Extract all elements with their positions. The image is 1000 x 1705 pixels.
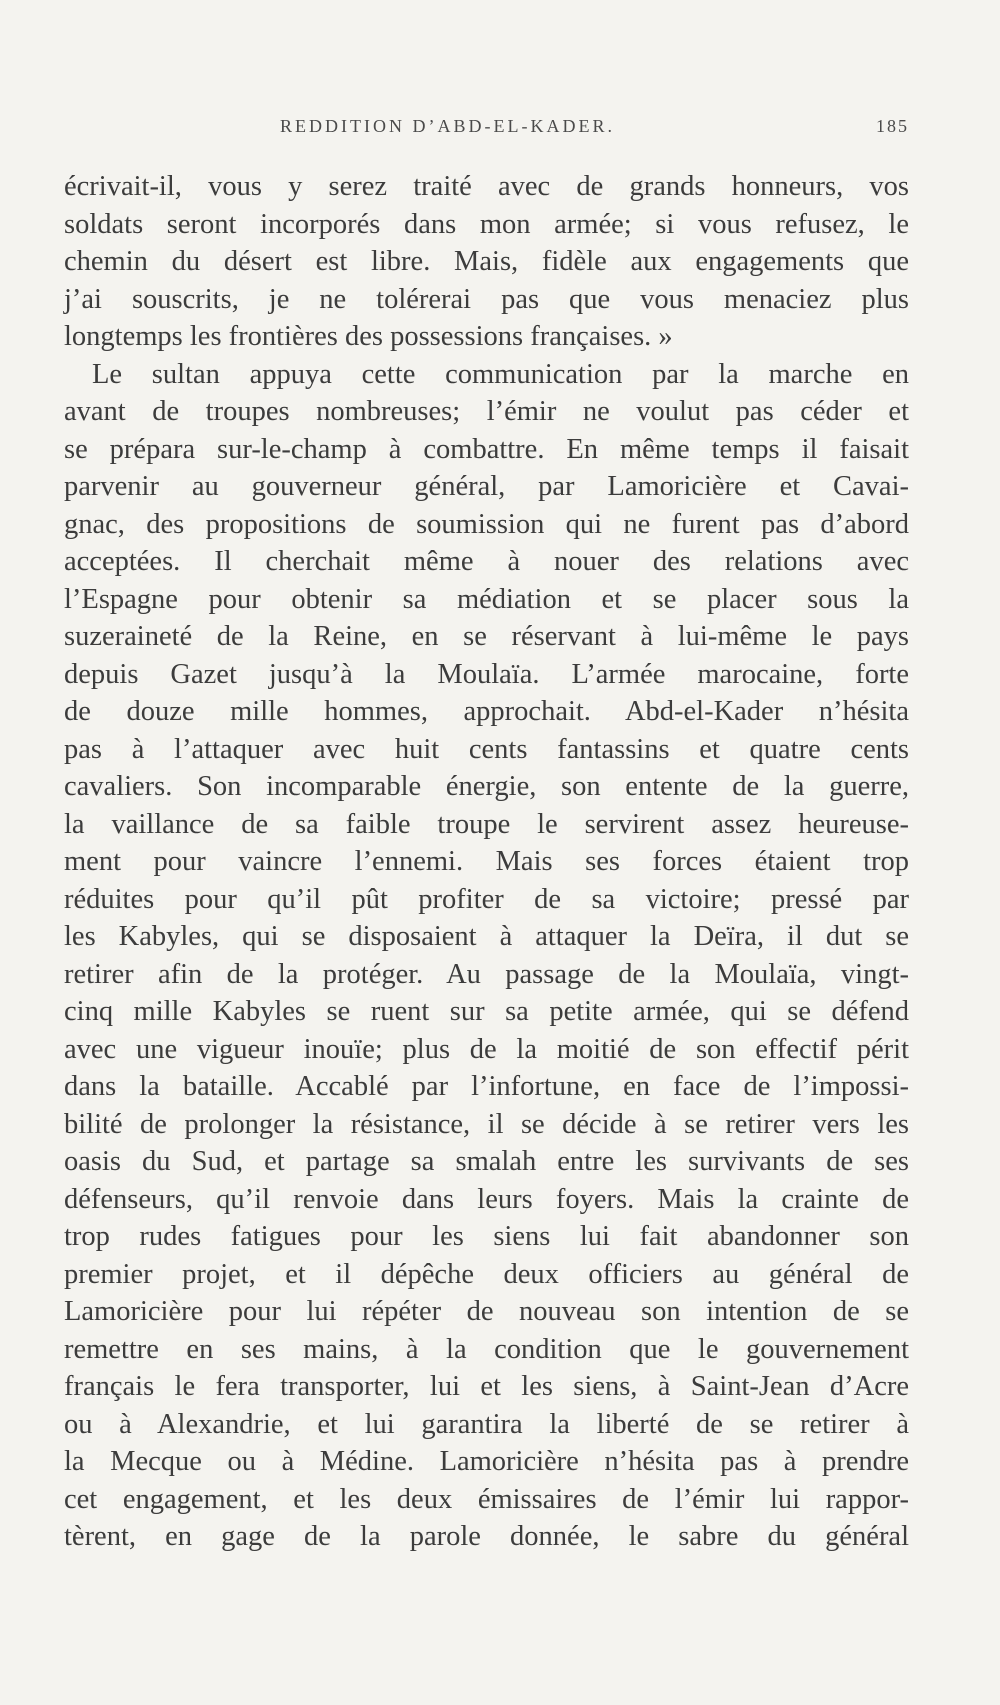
text-line: la vaillance de sa faible troupe le servirent assez heureuse- [64, 808, 909, 840]
text-line: dans la bataille. Accablé par l’infortune, en face de l’impossi- [64, 1071, 909, 1102]
text-line: les Kabyles, qui se disposaient à attaquer la Deïra, il dut se [64, 921, 909, 952]
text-line: cinq mille Kabyles se ruent sur sa petite armée, qui se défend [64, 996, 909, 1027]
text-line: écrivait-il, vous y serez traité avec de grands honneurs, vos [64, 171, 909, 202]
text-line: défenseurs, qu’il renvoie dans leurs foyers. Mais la crainte de [64, 1183, 909, 1215]
text-line: Le sultan appuya cette communication par la marche en [92, 358, 909, 390]
text-line: remettre en ses mains, à la condition que le gouvernement [64, 1333, 909, 1365]
text-line: l’Espagne pour obtenir sa médiation et se placer sous la [64, 583, 909, 615]
text-line: réduites pour qu’il pût profiter de sa victoire; pressé par [64, 883, 909, 915]
text-line: ou à Alexandrie, et lui garantira la liberté de se retirer à [64, 1408, 909, 1440]
text-line: français le fera transporter, lui et les siens, à Saint-Jean d’Acre [64, 1371, 909, 1402]
text-line: bilité de prolonger la résistance, il se décide à se retirer vers les [64, 1108, 909, 1140]
text-line: avant de troupes nombreuses; l’émir ne voulut pas céder et [64, 396, 909, 427]
text-line: chemin du désert est libre. Mais, fidèle aux engagements que [64, 246, 909, 277]
text-line: cavaliers. Son incomparable énergie, son entente de la guerre, [64, 771, 909, 802]
running-title: REDDITION D’ABD-EL-KADER. [280, 116, 615, 136]
paragraph [64, 168, 909, 356]
text-line: suzeraineté de la Reine, en se réservant à lui-même le pays [64, 621, 909, 652]
text-line: avec une vigueur inouïe; plus de la moitié de son effectif périt [64, 1033, 909, 1065]
text-line: pas à l’attaquer avec huit cents fantassins et quatre cents [64, 733, 909, 765]
text-line: longtemps les frontières des possessions françaises. » [64, 321, 673, 352]
page-number: 185 [876, 116, 909, 136]
text-line: j’ai souscrits, je ne tolérerai pas que vous menaciez plus [64, 283, 909, 315]
text-line: cet engagement, et les deux émissaires de l’émir lui rappor- [64, 1483, 909, 1515]
paragraph [64, 356, 909, 1556]
text-line: acceptées. Il cherchait même à nouer des relations avec [64, 546, 909, 577]
running-head [64, 116, 909, 140]
text-line: parvenir au gouverneur général, par Lamoricière et Cavai- [64, 471, 909, 502]
text-line: ment pour vaincre l’ennemi. Mais ses forces étaient trop [64, 846, 909, 877]
text-line: trop rudes fatigues pour les siens lui fait abandonner son [64, 1221, 909, 1252]
text-line: la Mecque ou à Médine. Lamoricière n’hésita pas à prendre [64, 1446, 909, 1477]
body-text [64, 168, 909, 1556]
text-line: de douze mille hommes, approchait. Abd-el-Kader n’hésita [64, 696, 909, 727]
text-line: soldats seront incorporés dans mon armée; si vous refusez, le [64, 208, 909, 240]
text-line: retirer afin de la protéger. Au passage de la Moulaïa, vingt- [64, 958, 909, 990]
text-line: depuis Gazet jusqu’à la Moulaïa. L’armée marocaine, forte [64, 658, 909, 690]
text-line: tèrent, en gage de la parole donnée, le sabre du général [64, 1521, 909, 1552]
text-line: premier projet, et il dépêche deux officiers au général de [64, 1258, 909, 1290]
text-line: gnac, des propositions de soumission qui ne furent pas d’abord [64, 508, 909, 540]
text-line: Lamoricière pour lui répéter de nouveau son intention de se [64, 1296, 909, 1327]
text-line: oasis du Sud, et partage sa smalah entre les survivants de ses [64, 1146, 909, 1177]
text-line: se prépara sur-le-champ à combattre. En même temps il faisait [64, 433, 909, 465]
